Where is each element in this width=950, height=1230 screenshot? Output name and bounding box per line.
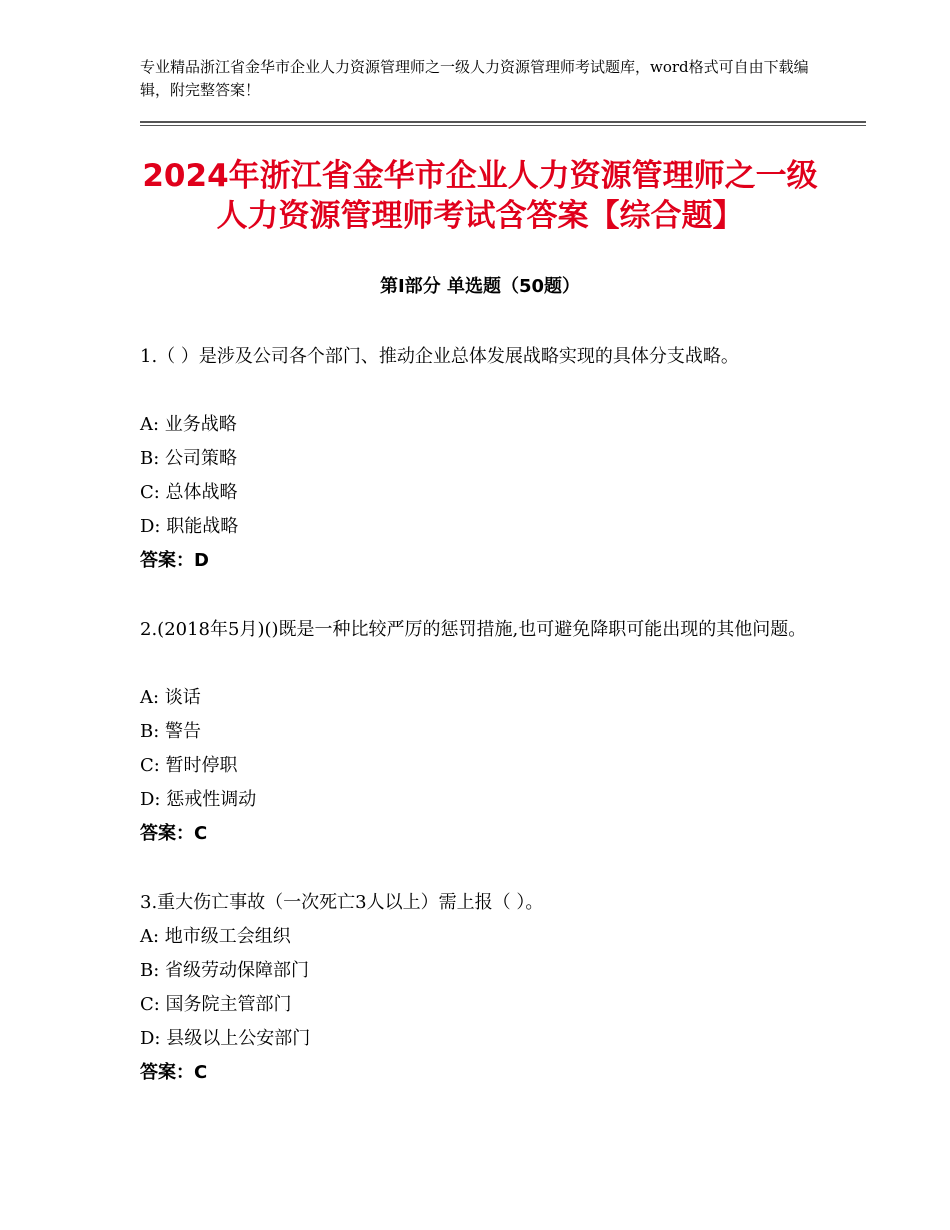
option-b: B: 省级劳动保障部门: [140, 960, 310, 981]
option-c: C: 总体战略: [140, 482, 238, 503]
option-b: B: 公司策略: [140, 448, 238, 469]
question-stem: 1.（ ）是涉及公司各个部门、推动企业总体发展战略实现的具体分支战略。: [140, 346, 739, 367]
document-title: 2024年浙江省金华市企业人力资源管理师之一级人力资源管理师考试含答案【综合题】: [142, 158, 818, 234]
section-heading: 第Ⅰ部分 单选题（50题）: [379, 276, 580, 297]
answer: 答案：D: [140, 550, 209, 571]
header-divider: [140, 121, 866, 123]
answer: 答案：C: [140, 1062, 208, 1083]
option-d: D: 县级以上公安部门: [140, 1028, 311, 1049]
option-a: A: 谈话: [140, 687, 201, 708]
header-divider-thin: [140, 125, 866, 126]
question-stem: 2.(2018年5月)()既是一种比较严厉的惩罚措施,也可避免降职可能出现的其他问题。: [140, 619, 807, 640]
option-a: A: 地市级工会组织: [140, 926, 291, 947]
option-a: A: 业务战略: [140, 414, 237, 435]
question-stem: 3.重大伤亡事故（一次死亡3人以上）需上报（ ）。: [140, 892, 544, 913]
option-d: D: 职能战略: [140, 516, 239, 537]
option-d: D: 惩戒性调动: [140, 789, 257, 810]
header-note: 专业精品浙江省金华市企业人力资源管理师之一级人力资源管理师考试题库，word格式可自由下载编辑，附完整答案！: [140, 58, 809, 99]
option-c: C: 暂时停职: [140, 755, 238, 776]
option-b: B: 警告: [140, 721, 202, 742]
answer: 答案：C: [140, 823, 208, 844]
option-c: C: 国务院主管部门: [140, 994, 292, 1015]
